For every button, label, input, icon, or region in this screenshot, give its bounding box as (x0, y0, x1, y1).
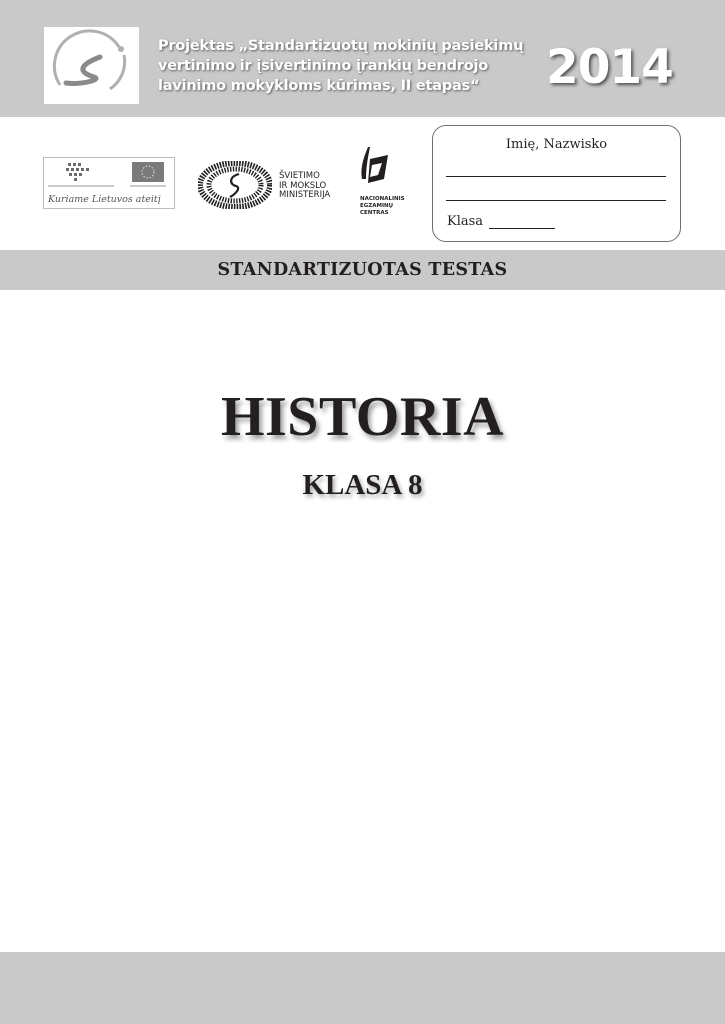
ministry-name (279, 172, 330, 201)
name-write-line[interactable] (446, 176, 666, 177)
subject-title: HISTORIA (220, 386, 505, 448)
name-write-line[interactable] (446, 200, 666, 201)
ministry-name-line: MINISTERIJA (279, 190, 331, 200)
student-info-box (432, 125, 681, 242)
exam-center-name-line: EGZAMINŲ (360, 203, 394, 209)
project-title-line: lavinimo mokykloms kūrimas, II etapas“ (158, 78, 480, 94)
header-band (0, 0, 725, 117)
ministry-emblem-icon (198, 161, 272, 209)
year-label: 2014 (546, 40, 673, 95)
ministry-name-line: IR MOKSLO (279, 180, 327, 191)
footer-band (0, 952, 725, 1024)
eu-flag-icon (44, 158, 174, 190)
eu-funding-logo (43, 157, 175, 209)
class-label: Klasa (447, 214, 484, 229)
project-title-line: Projektas „Standartizuotų mokinių pasiekimų (158, 38, 524, 54)
exam-center-emblem-icon (354, 145, 394, 195)
eu-tagline: Kuriame Lietuvos ateitį (48, 194, 161, 205)
class-write-line[interactable] (489, 228, 555, 229)
test-type-title: STANDARTIZUOTAS TESTAS (217, 260, 508, 280)
test-type-band (0, 250, 725, 290)
grade-label: KLASA 8 (302, 469, 423, 501)
ministry-name-line: ŠVIETIMO (279, 171, 320, 181)
project-logo (44, 27, 139, 104)
project-title (158, 36, 524, 96)
exam-center-name-line: NACIONALINIS (360, 196, 405, 202)
swoosh-logo-icon (44, 27, 139, 104)
exam-center-name-line: CENTRAS (360, 210, 389, 216)
exam-center-name (360, 196, 405, 217)
name-label: Imię, Nazwisko (505, 137, 608, 152)
project-title-line: vertinimo ir įsivertinimo įrankių bendrojo (158, 58, 489, 74)
